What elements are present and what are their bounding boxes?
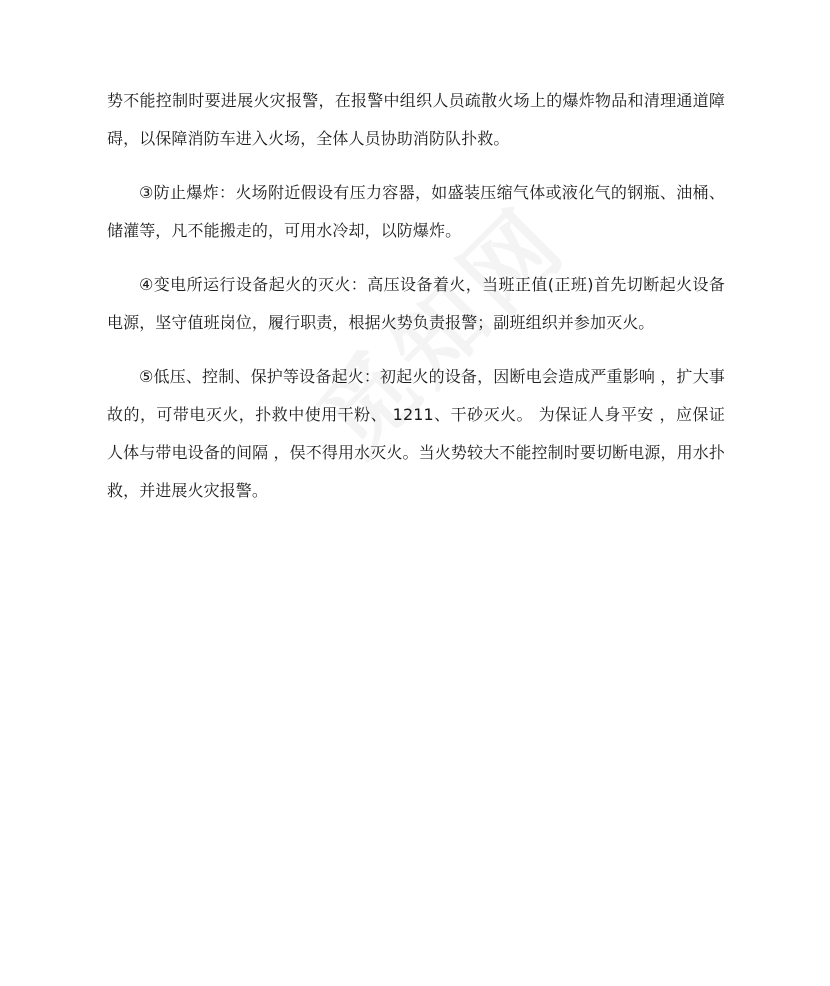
paragraph-low-voltage-fire: ⑤低压、控制、保护等设备起火：初起火的设备，因断电会造成严重影响 ，扩大事故的，可带电灭火，扑救中使用干粉、 1211、干砂灭火。 为保证人身平安 ，应保证人体与带电设备的间隔 ，俣不得用水灭火。当火势较大不能控制时要切断电源，用水扑救，并进展火灾报警。	[107, 367, 725, 500]
document-body	[107, 82, 725, 510]
paragraph-gap	[107, 342, 725, 358]
paragraph-gap	[107, 250, 725, 266]
paragraph-substation-fire: ④变电所运行设备起火的灭火：高压设备着火，当班正值(正班)首先切断起火设备电源，坚守值班岗位，履行职责，根据火势负责报警；副班组织并参加灭火。	[107, 275, 725, 332]
paragraph-continuation: 势不能控制时要进展火灾报警，在报警中组织人员疏散火场上的爆炸物品和清理通道障碍，以保障消防车进入火场，全体人员协助消防队扑救。	[107, 91, 725, 148]
paragraph-prevent-explosion: ③防止爆炸：火场附近假设有压力容器，如盛装压缩气体或液化气的钢瓶、油桶、储灌等，凡不能搬走的，可用水冷却，以防爆炸。	[107, 183, 725, 240]
paragraph-gap	[107, 158, 725, 174]
